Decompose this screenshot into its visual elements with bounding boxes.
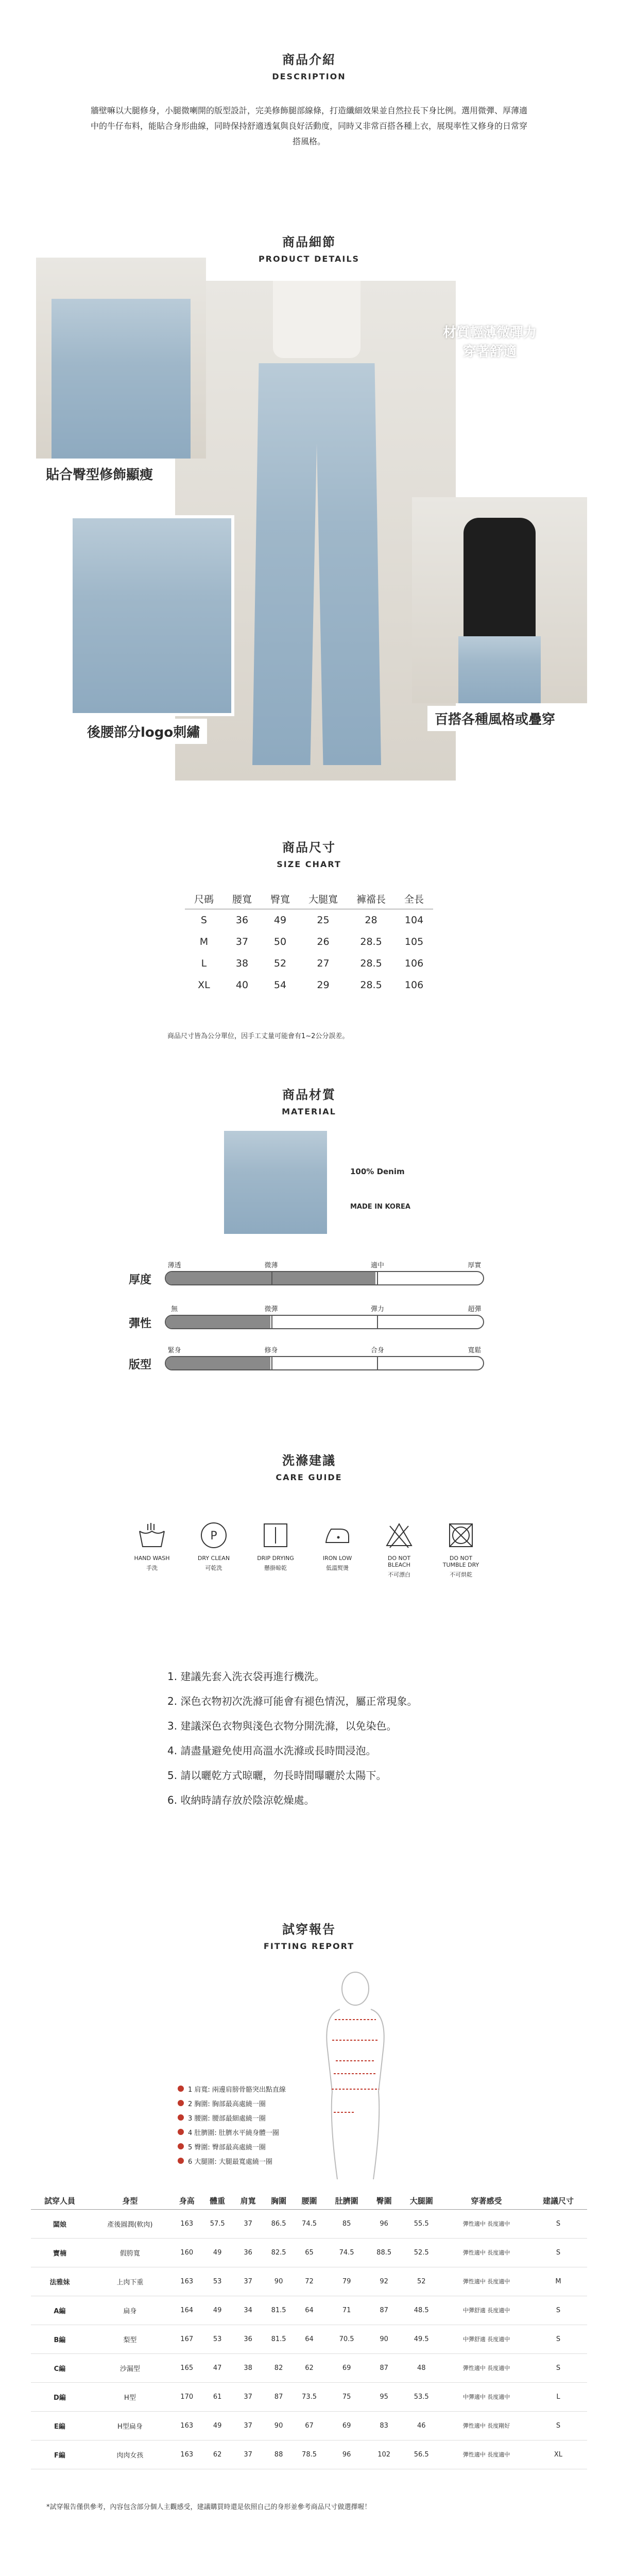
fitting-col-header: 肩寬 bbox=[233, 2192, 263, 2210]
care-tip: 2. 深色衣物初次洗滌可能會有褪色情況，屬正常現象。 bbox=[167, 1695, 418, 1707]
size-chart-row bbox=[185, 909, 433, 931]
size-chart-table-wrap bbox=[0, 889, 618, 996]
fitting-cell: 71 bbox=[324, 2296, 369, 2325]
legend-label: 4 肚臍圍: 肚臍水平繞身體一圈 bbox=[188, 2129, 279, 2137]
size-col-header: 尺碼 bbox=[185, 889, 223, 909]
scale-label: 微薄 bbox=[264, 1262, 278, 1269]
scale-row bbox=[165, 1260, 484, 1285]
scale-label: 微彈 bbox=[264, 1306, 278, 1313]
fitting-cell: 83 bbox=[369, 2412, 399, 2441]
fitting-header-row bbox=[31, 2192, 587, 2210]
size-col-header: 全長 bbox=[395, 889, 433, 909]
fitting-cell: 38 bbox=[233, 2354, 263, 2383]
fitting-cell: 彈性適中 長度適中 bbox=[443, 2239, 529, 2267]
fitting-cell: 64 bbox=[294, 2325, 324, 2354]
tester-name: F編 bbox=[31, 2441, 89, 2469]
fitting-title-en: FITTING REPORT bbox=[263, 1941, 355, 1951]
fitting-cell: 46 bbox=[399, 2412, 443, 2441]
fitting-cell: 67 bbox=[294, 2412, 324, 2441]
tester-name: 闆娘 bbox=[31, 2210, 89, 2239]
material-title-zh: 商品材質 bbox=[282, 1088, 336, 1102]
fitting-cell: 79 bbox=[324, 2267, 369, 2296]
model-top bbox=[273, 281, 360, 358]
fitting-cell: 78.5 bbox=[294, 2441, 324, 2469]
tester-name: E編 bbox=[31, 2412, 89, 2441]
legend-item bbox=[178, 2154, 286, 2168]
iron-low-icon bbox=[314, 1520, 360, 1551]
size-chart-title-zh: 商品尺寸 bbox=[282, 840, 336, 855]
fitting-cell: S bbox=[529, 2296, 587, 2325]
care-icon-label-en: DRY CLEAN bbox=[197, 1555, 230, 1562]
size-value: 28.5 bbox=[360, 958, 382, 969]
size-value: 28.5 bbox=[360, 979, 382, 991]
scale-label: 彈力 bbox=[370, 1306, 384, 1313]
fitting-cell: XL bbox=[529, 2441, 587, 2469]
fitting-cell: 82 bbox=[263, 2354, 294, 2383]
fitting-cell: 163 bbox=[171, 2412, 202, 2441]
scale-label: 寬鬆 bbox=[468, 1347, 482, 1354]
size-value: 106 bbox=[404, 979, 424, 991]
fitting-cell: 57.5 bbox=[202, 2210, 232, 2239]
size-label: M bbox=[199, 936, 209, 947]
fitting-cell: 52 bbox=[399, 2267, 443, 2296]
scale-label: 適中 bbox=[370, 1262, 384, 1269]
fitting-cell: S bbox=[529, 2354, 587, 2383]
fitting-cell: 中彈舒適 長度適中 bbox=[443, 2296, 529, 2325]
size-value: 38 bbox=[235, 958, 249, 969]
scale-name: 厚度 bbox=[129, 1274, 152, 1286]
fitting-cell: 中彈適中 長度適中 bbox=[443, 2383, 529, 2412]
fitting-cell: S bbox=[529, 2412, 587, 2441]
fitting-cell: 163 bbox=[171, 2267, 202, 2296]
details-title-en: PRODUCT DETAILS bbox=[258, 254, 360, 264]
fitting-row bbox=[31, 2296, 587, 2325]
fitting-title-zh: 試穿報告 bbox=[282, 1922, 336, 1937]
size-col-header: 臀寬 bbox=[261, 889, 299, 909]
description-section-title bbox=[0, 49, 618, 81]
scale-bar bbox=[165, 1271, 484, 1285]
size-col-header: 大腿寬 bbox=[299, 889, 347, 909]
size-col-header: 腰寬 bbox=[223, 889, 261, 909]
material-title-en: MATERIAL bbox=[282, 1107, 336, 1116]
fitting-cell: 95 bbox=[369, 2383, 399, 2412]
care-icon-label-en: DRIP DRYING bbox=[257, 1555, 294, 1562]
fitting-cell: S bbox=[529, 2325, 587, 2354]
fitting-cell: 56.5 bbox=[399, 2441, 443, 2469]
scale-label: 修身 bbox=[264, 1347, 278, 1354]
care-tip: 6. 收納時請存放於陰涼乾燥處。 bbox=[167, 1794, 315, 1806]
care-tip: 5. 請以曬乾方式晾曬，勿長時間曝曬於太陽下。 bbox=[167, 1769, 387, 1782]
fitting-cell: 彈性適中 長度適中 bbox=[443, 2354, 529, 2383]
size-value: 104 bbox=[404, 914, 424, 926]
fitting-cell: 88.5 bbox=[369, 2239, 399, 2267]
scale-label: 緊身 bbox=[167, 1347, 181, 1354]
fitting-cell: 163 bbox=[171, 2441, 202, 2469]
tester-name: A編 bbox=[31, 2296, 89, 2325]
fitting-row bbox=[31, 2239, 587, 2267]
size-value: 29 bbox=[317, 979, 330, 991]
fitting-cell: 沙漏型 bbox=[89, 2354, 171, 2383]
fitting-legend bbox=[178, 2081, 286, 2168]
care-title-zh: 洗滌建議 bbox=[282, 1453, 336, 1468]
fitting-cell: 170 bbox=[171, 2383, 202, 2412]
fitting-cell: 70.5 bbox=[324, 2325, 369, 2354]
fitting-section-title bbox=[0, 1919, 618, 1951]
scale-label: 厚實 bbox=[468, 1262, 482, 1269]
fitting-cell: 74.5 bbox=[324, 2239, 369, 2267]
detail-photo-hip bbox=[36, 258, 206, 459]
legend-label: 2 胸圍: 胸部最高處繞一圈 bbox=[188, 2100, 266, 2108]
description-title-zh: 商品介紹 bbox=[282, 53, 336, 67]
scale-label: 合身 bbox=[370, 1347, 384, 1354]
legend-label: 5 臀圍: 臀部最高處繞一圈 bbox=[188, 2143, 266, 2151]
size-value: 28 bbox=[365, 914, 377, 926]
scale-bar bbox=[165, 1356, 484, 1370]
care-title-en: CARE GUIDE bbox=[276, 1472, 342, 1482]
fitting-cell: 81.5 bbox=[263, 2325, 294, 2354]
hand-wash-icon bbox=[129, 1520, 175, 1551]
fitting-col-header: 腰圍 bbox=[294, 2192, 324, 2210]
scale-name: 彈性 bbox=[129, 1317, 152, 1330]
fitting-cell: 上肉下重 bbox=[89, 2267, 171, 2296]
callout-fabric: 材質輕薄微彈力 穿著舒適 bbox=[443, 325, 537, 360]
fitting-col-header: 穿著感受 bbox=[443, 2192, 529, 2210]
fitting-cell: 53.5 bbox=[399, 2383, 443, 2412]
legend-label: 1 肩寬: 兩邊肩膀骨骼突出點直線 bbox=[188, 2086, 286, 2094]
fitting-cell: 49 bbox=[202, 2296, 232, 2325]
fitting-cell: 47 bbox=[202, 2354, 232, 2383]
fitting-cell: 37 bbox=[233, 2383, 263, 2412]
scale-label: 超彈 bbox=[468, 1306, 482, 1313]
fitting-cell: 85 bbox=[324, 2210, 369, 2239]
scale-row bbox=[165, 1303, 484, 1329]
scale-labels bbox=[165, 1260, 484, 1271]
size-label: L bbox=[201, 958, 207, 969]
material-fabric: 100% Denim bbox=[350, 1167, 405, 1176]
size-chart-row bbox=[185, 953, 433, 974]
fitting-note: *試穿報告僅供參考，內容包含部分個人主觀感受，建議購買時還是依照自己的身形並參考商品尺寸做選擇喔！ bbox=[46, 2503, 371, 2511]
tester-name: D編 bbox=[31, 2383, 89, 2412]
scale-label: 薄透 bbox=[167, 1262, 181, 1269]
size-col-header: 褲襠長 bbox=[347, 889, 395, 909]
fitting-cell: 肉肉女孩 bbox=[89, 2441, 171, 2469]
fitting-cell: 彈性適中 長度適中 bbox=[443, 2210, 529, 2239]
fitting-cell: 49 bbox=[202, 2412, 232, 2441]
size-chart-row bbox=[185, 931, 433, 953]
size-chart-header-row bbox=[185, 889, 433, 909]
fitting-cell: H型扁身 bbox=[89, 2412, 171, 2441]
size-chart-section-title bbox=[0, 837, 618, 869]
fitting-cell: 彈性適中 長度適中 bbox=[443, 2441, 529, 2469]
fitting-cell: 165 bbox=[171, 2354, 202, 2383]
scale-row bbox=[165, 1345, 484, 1370]
svg-text:P: P bbox=[210, 1530, 217, 1543]
fitting-row bbox=[31, 2383, 587, 2412]
fitting-cell: 87 bbox=[263, 2383, 294, 2412]
fitting-cell: 扁身 bbox=[89, 2296, 171, 2325]
fitting-cell: 梨型 bbox=[89, 2325, 171, 2354]
material-origin: MADE IN KOREA bbox=[350, 1203, 410, 1211]
fitting-cell: L bbox=[529, 2383, 587, 2412]
fitting-cell: 37 bbox=[233, 2267, 263, 2296]
care-icon-item bbox=[191, 1520, 237, 1572]
size-value: 26 bbox=[317, 936, 330, 947]
fitting-col-header: 臀圍 bbox=[369, 2192, 399, 2210]
fitting-cell: S bbox=[529, 2210, 587, 2239]
fitting-cell: 65 bbox=[294, 2239, 324, 2267]
fitting-cell: 49 bbox=[202, 2239, 232, 2267]
model-jeans bbox=[252, 363, 381, 765]
description-title-en: DESCRIPTION bbox=[272, 72, 346, 81]
fitting-table bbox=[31, 2192, 587, 2469]
fitting-cell: 87 bbox=[369, 2296, 399, 2325]
fitting-cell: 160 bbox=[171, 2239, 202, 2267]
size-value: 52 bbox=[273, 958, 287, 969]
legend-item bbox=[178, 2081, 286, 2096]
fitting-row bbox=[31, 2354, 587, 2383]
fitting-table-wrap bbox=[31, 2192, 587, 2469]
fitting-cell: 37 bbox=[233, 2412, 263, 2441]
fitting-col-header: 大腿圍 bbox=[399, 2192, 443, 2210]
description-body: 牆壁嘛以大腿修身，小腿微喇開的版型設計，完美修飾腿部線條，打造纖細效果並自然拉長下身比例。選用微彈、厚薄適中的牛仔布料，能貼合身形曲線，同時保持舒適透氣與良好活動度，同時又非常百搭各種上衣，展現率性又修身的日常穿搭風格。 bbox=[90, 106, 527, 146]
care-tips-list bbox=[167, 1664, 417, 1812]
dry-clean-icon bbox=[191, 1520, 237, 1551]
care-tip: 1. 建議先套入洗衣袋再進行機洗。 bbox=[167, 1670, 325, 1683]
fitting-cell: 69 bbox=[324, 2354, 369, 2383]
care-tip: 3. 建議深色衣物與淺色衣物分開洗滌，以免染色。 bbox=[167, 1720, 397, 1732]
care-icon-item bbox=[252, 1520, 299, 1572]
care-icon-item bbox=[314, 1520, 360, 1572]
fitting-cell: 73.5 bbox=[294, 2383, 324, 2412]
tester-name: C編 bbox=[31, 2354, 89, 2383]
size-chart-row bbox=[185, 974, 433, 996]
care-icon-item bbox=[376, 1520, 422, 1579]
fitting-col-header: 肚臍圍 bbox=[324, 2192, 369, 2210]
fitting-cell: 88 bbox=[263, 2441, 294, 2469]
fitting-cell: 74.5 bbox=[294, 2210, 324, 2239]
fitting-cell: 中彈舒適 長度適中 bbox=[443, 2325, 529, 2354]
fitting-cell: 72 bbox=[294, 2267, 324, 2296]
fitting-col-header: 胸圍 bbox=[263, 2192, 294, 2210]
body-outline-icon bbox=[309, 1968, 402, 2184]
no-bleach-icon bbox=[376, 1520, 422, 1551]
fitting-cell: 86.5 bbox=[263, 2210, 294, 2239]
size-chart-table bbox=[185, 889, 433, 996]
tester-name: B編 bbox=[31, 2325, 89, 2354]
fitting-cell: 96 bbox=[369, 2210, 399, 2239]
material-fabric-swatch bbox=[224, 1131, 327, 1234]
fitting-cell: 62 bbox=[294, 2354, 324, 2383]
fitting-cell: M bbox=[529, 2267, 587, 2296]
tester-name: 寶楠 bbox=[31, 2239, 89, 2267]
care-icon-label-en: DO NOT BLEACH bbox=[387, 1555, 411, 1568]
fitting-cell: 55.5 bbox=[399, 2210, 443, 2239]
no-tumble-dry-icon bbox=[438, 1520, 484, 1551]
size-value: 105 bbox=[404, 936, 424, 947]
legend-item bbox=[178, 2110, 286, 2125]
size-value: 27 bbox=[317, 958, 330, 969]
care-icon-label-en: HAND WASH bbox=[134, 1555, 170, 1562]
care-icon-label-zh: 手洗 bbox=[146, 1565, 158, 1571]
fitting-cell: H型 bbox=[89, 2383, 171, 2412]
care-icon-label-zh: 不可烘乾 bbox=[450, 1571, 472, 1578]
tester-name: 法雅妹 bbox=[31, 2267, 89, 2296]
fitting-cell: 81.5 bbox=[263, 2296, 294, 2325]
fitting-cell: 34 bbox=[233, 2296, 263, 2325]
size-value: 37 bbox=[235, 936, 249, 947]
care-icon-label-en: DO NOT TUMBLE DRY bbox=[442, 1555, 479, 1568]
size-value: 50 bbox=[273, 936, 287, 947]
drip-dry-icon bbox=[252, 1520, 299, 1551]
size-value: 40 bbox=[235, 979, 249, 991]
fitting-cell: 52.5 bbox=[399, 2239, 443, 2267]
detail-photo-logo bbox=[70, 515, 234, 716]
size-chart-note: 商品尺寸皆為公分單位，因手工丈量可能會有1~2公分誤差。 bbox=[167, 1032, 349, 1040]
fitting-cell: 53 bbox=[202, 2267, 232, 2296]
fitting-cell: 62 bbox=[202, 2441, 232, 2469]
care-icon-item bbox=[438, 1520, 484, 1579]
fitting-cell: 75 bbox=[324, 2383, 369, 2412]
scale-name: 版型 bbox=[129, 1359, 152, 1371]
size-label: XL bbox=[198, 979, 210, 991]
legend-item bbox=[178, 2096, 286, 2110]
size-value: 28.5 bbox=[360, 936, 382, 947]
fitting-cell: 92 bbox=[369, 2267, 399, 2296]
legend-item bbox=[178, 2139, 286, 2154]
care-icon-label-zh: 可乾洗 bbox=[205, 1565, 222, 1571]
fitting-cell: 82.5 bbox=[263, 2239, 294, 2267]
fitting-cell: 90 bbox=[369, 2325, 399, 2354]
details-title-zh: 商品細節 bbox=[282, 235, 336, 249]
fitting-cell: 48 bbox=[399, 2354, 443, 2383]
fitting-cell: 90 bbox=[263, 2267, 294, 2296]
care-tip: 4. 請盡量避免使用高溫水洗滌或長時間浸泡。 bbox=[167, 1744, 376, 1757]
size-value: 54 bbox=[273, 979, 287, 991]
callout-logo: 後腰部分logo刺繡 bbox=[80, 719, 207, 744]
fitting-cell: 彈性適中 長度適中 bbox=[443, 2267, 529, 2296]
care-icon-label-zh: 懸掛晾乾 bbox=[264, 1565, 287, 1571]
fitting-col-header: 身高 bbox=[171, 2192, 202, 2210]
fitting-cell: 彈性適中 長度剛好 bbox=[443, 2412, 529, 2441]
care-icon-item bbox=[129, 1520, 175, 1572]
size-label: S bbox=[200, 914, 207, 926]
fitting-col-header: 體重 bbox=[202, 2192, 232, 2210]
fitting-cell: 53 bbox=[202, 2325, 232, 2354]
fitting-cell: 48.5 bbox=[399, 2296, 443, 2325]
fitting-col-header: 身型 bbox=[89, 2192, 171, 2210]
fitting-cell: 產後圓潤(軟肉) bbox=[89, 2210, 171, 2239]
fitting-cell: 96 bbox=[324, 2441, 369, 2469]
fitting-cell: 102 bbox=[369, 2441, 399, 2469]
fitting-cell: 37 bbox=[233, 2441, 263, 2469]
fitting-cell: 49.5 bbox=[399, 2325, 443, 2354]
scale-label: 無 bbox=[171, 1306, 178, 1313]
callout-layering: 百搭各種風格或疊穿 bbox=[427, 706, 562, 731]
size-value: 49 bbox=[273, 914, 287, 926]
scale-bar bbox=[165, 1315, 484, 1329]
size-value: 106 bbox=[404, 958, 424, 969]
fitting-row bbox=[31, 2210, 587, 2239]
fitting-cell: 163 bbox=[171, 2210, 202, 2239]
fitting-row bbox=[31, 2412, 587, 2441]
fitting-cell: 90 bbox=[263, 2412, 294, 2441]
callout-hip: 貼合臀型修飾顯瘦 bbox=[39, 461, 160, 486]
fitting-cell: S bbox=[529, 2239, 587, 2267]
fitting-cell: 61 bbox=[202, 2383, 232, 2412]
fitting-cell: 164 bbox=[171, 2296, 202, 2325]
scale-labels bbox=[165, 1303, 484, 1315]
scale-labels bbox=[165, 1345, 484, 1356]
fitting-row bbox=[31, 2441, 587, 2469]
fitting-cell: 87 bbox=[369, 2354, 399, 2383]
fitting-cell: 36 bbox=[233, 2239, 263, 2267]
legend-item bbox=[178, 2125, 286, 2139]
fitting-cell: 36 bbox=[233, 2325, 263, 2354]
size-value: 36 bbox=[235, 914, 249, 926]
care-section-title bbox=[0, 1450, 618, 1482]
fitting-cell: 69 bbox=[324, 2412, 369, 2441]
fitting-row bbox=[31, 2267, 587, 2296]
material-section-title bbox=[0, 1084, 618, 1116]
care-icon-label-zh: 低溫熨燙 bbox=[326, 1565, 349, 1571]
fitting-col-header: 試穿人員 bbox=[31, 2192, 89, 2210]
fitting-cell: 假胯寬 bbox=[89, 2239, 171, 2267]
legend-label: 3 腰圍: 腰部最細處繞一圈 bbox=[188, 2114, 266, 2123]
fitting-cell: 167 bbox=[171, 2325, 202, 2354]
care-icon-label-en: IRON LOW bbox=[322, 1555, 352, 1562]
legend-label: 6 大腿圍: 大腿最寬處繞一圈 bbox=[188, 2158, 272, 2166]
fitting-row bbox=[31, 2325, 587, 2354]
size-chart-title-en: SIZE CHART bbox=[277, 859, 341, 869]
fitting-cell: 64 bbox=[294, 2296, 324, 2325]
fitting-cell: 37 bbox=[233, 2210, 263, 2239]
detail-photo-layering bbox=[412, 497, 587, 703]
size-value: 25 bbox=[317, 914, 330, 926]
fitting-col-header: 建議尺寸 bbox=[529, 2192, 587, 2210]
body-measure-diagram bbox=[309, 1968, 402, 2184]
care-icon-label-zh: 不可漂白 bbox=[388, 1571, 410, 1578]
